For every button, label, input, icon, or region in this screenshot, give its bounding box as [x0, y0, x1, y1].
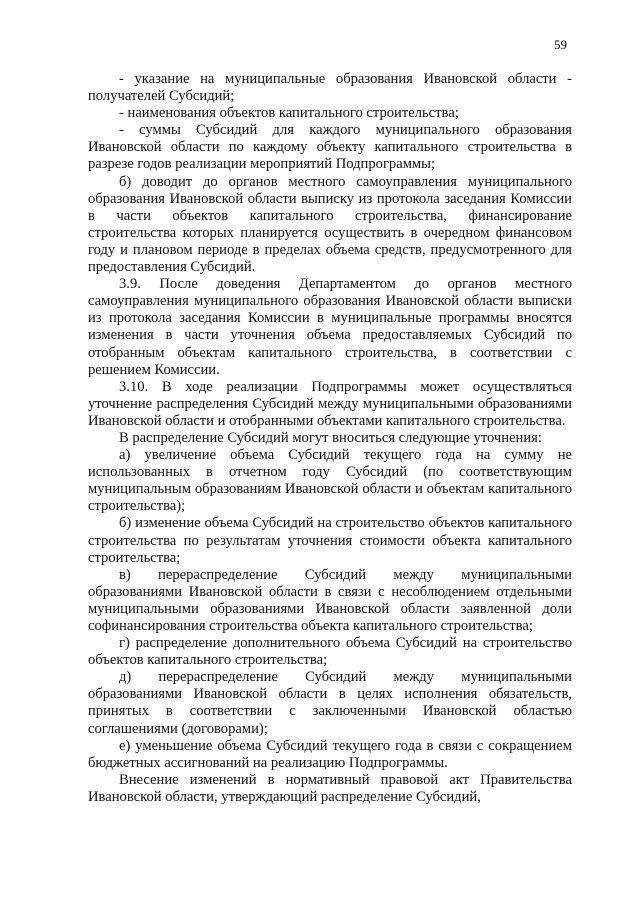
- paragraph: е) уменьшение объема Субсидий текущего года в связи с сокращением бюджетных ассигнований на реализацию Подпрограммы.: [88, 737, 572, 771]
- paragraph: б) изменение объема Субсидий на строительство объектов капитального строительства по результатам уточнения стоимости объекта капитального строительства;: [88, 515, 572, 566]
- document-body: [88, 71, 572, 806]
- paragraph: Внесение изменений в нормативный правовой акт Правительства Ивановской области, утверждающий распределение Субсидий,: [88, 771, 572, 805]
- paragraph: д) перераспределение Субсидий между муниципальными образованиями Ивановской области в целях исполнения обязательств, принятых в соответствии с заключенными Ивановской областью соглашениями (договорами);: [88, 669, 572, 737]
- paragraph: 3.10. В ходе реализации Подпрограммы может осуществляться уточнение распределения Субсидий между муниципальными образованиями Ивановской области и отобранными объектами капитального строительства.: [88, 378, 572, 429]
- paragraph: г) распределение дополнительного объема Субсидий на строительство объектов капитального строительства;: [88, 635, 572, 669]
- paragraph: 3.9. После доведения Департаментом до органов местного самоуправления муниципального образования Ивановской области выписки из протокола заседания Комиссии в муниципальные программы вносятся изменения в части уточнения объема предоставляемых Субсидий по отобранным объектам капитального строительства, в соответствии с решением Комиссии.: [88, 276, 572, 378]
- paragraph: - суммы Субсидий для каждого муниципального образования Ивановской области по каждому объекту капитального строительства в разрезе годов реализации мероприятий Подпрограммы;: [88, 122, 572, 173]
- page-number: 59: [554, 37, 567, 52]
- paragraph: б) доводит до органов местного самоуправления муниципального образования Ивановской области выписку из протокола заседания Комиссии в части объектов капитального строительства, финансирование строительства которых планируется осуществить в очередном финансовом году и плановом периоде в пределах объема средств, предусмотренного для предоставления Субсидий.: [88, 173, 572, 276]
- paragraph: - наименования объектов капитального строительства;: [119, 105, 459, 122]
- paragraph: а) увеличение объема Субсидий текущего года на сумму не использованных в отчетном году Субсидий (по соответствующим муниципальным образованиям Ивановской области и объектам капитального строительства);: [88, 447, 572, 515]
- paragraph: В распределение Субсидий могут вноситься следующие уточнения:: [119, 429, 542, 446]
- paragraph: в) перераспределение Субсидий между муниципальными образованиями Ивановской области в связи с несоблюдением отдельными муниципальными образованиями Ивановской области заявленной доли софинансирования строительства объекта капитального строительства;: [88, 566, 572, 634]
- paragraph: - указание на муниципальные образования Ивановской области - получателей Субсидий;: [88, 71, 572, 105]
